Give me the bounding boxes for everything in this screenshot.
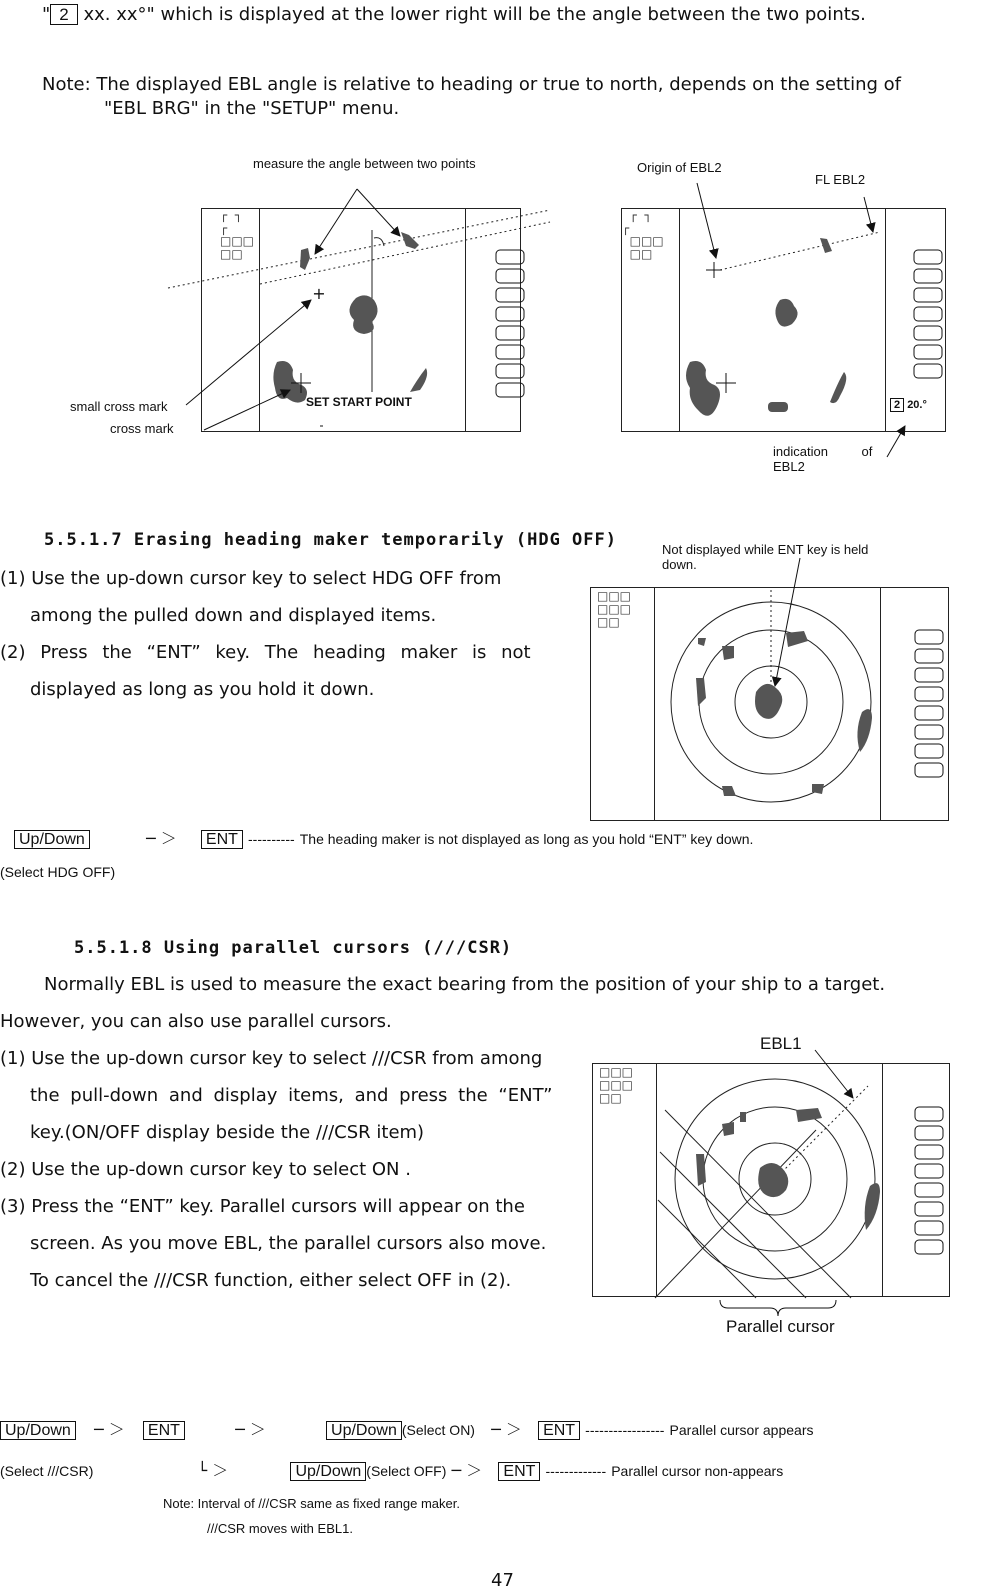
- step-text: displayed as long as you hold it down.: [30, 679, 375, 700]
- step-text: among the pulled down and displayed items.: [30, 605, 437, 626]
- updown-key: Up/Down: [0, 1421, 76, 1440]
- paragraph: However, you can also use parallel cursors.: [0, 1011, 392, 1032]
- radar-screen-left: ┌ ┐ ┌ □□□ □□ SET START POINT: [201, 208, 521, 432]
- flow-note1: Note: Interval of ///CSR same as fixed range maker.: [163, 1496, 460, 1511]
- step-text: (1) Use the up-down cursor key to select ///CSR from among: [0, 1048, 543, 1069]
- ent-key: ENT: [143, 1421, 185, 1440]
- note-line1: Note: The displayed EBL angle is relative to heading or true to north, depends on the setting of: [42, 74, 901, 95]
- indication-label: indication of EBL2: [773, 444, 873, 474]
- step-text: (3) Press the “ENT” key. Parallel cursors will appear on the: [0, 1196, 525, 1217]
- step-text: (2) Press the “ENT” key. The heading maker is not: [0, 642, 531, 663]
- callout-text: Not displayed while ENT key is held down.: [662, 542, 869, 572]
- ent-key: ENT: [201, 830, 243, 849]
- set-start-text: SET START POINT: [306, 395, 412, 409]
- step-text: (1) Use the up-down cursor key to select HDG OFF from: [0, 568, 502, 589]
- radar-screen-right: ┌ ┐ ┌ □□□ □□ 2 20.°: [621, 208, 946, 432]
- ebl2-readout: 2 20.°: [890, 399, 927, 411]
- parallel-label: Parallel cursor: [726, 1317, 835, 1336]
- csr-flow-row1: Up/Down ─ ＞ ENT ─ ＞ Up/Down (Select ON) ─ ＞ ENT ----------------- Parallel cursor appears: [0, 1417, 814, 1440]
- svg-text:+: +: [312, 284, 326, 303]
- heading-518: 5.5.1.8 Using parallel cursors (///CSR): [74, 938, 513, 958]
- csr-radar-drawing: [655, 1050, 943, 1316]
- step-text: screen. As you move EBL, the parallel cursors also move.: [30, 1233, 547, 1254]
- select-hdg-note: (Select HDG OFF): [0, 864, 116, 880]
- fig1-right-drawing: [686, 183, 942, 457]
- fl-label: FL EBL2: [815, 172, 866, 187]
- intro-line1: " 2 xx. xx°" which is displayed at the lower right will be the angle between the two points.: [42, 4, 866, 25]
- page-number: 47: [491, 1570, 514, 1591]
- ebl1-label: EBL1: [760, 1034, 802, 1053]
- paragraph: Normally EBL is used to measure the exact bearing from the position of your ship to a target.: [44, 974, 886, 995]
- note-line2: "EBL BRG" in the "SETUP" menu.: [104, 98, 400, 119]
- csr-flow-row2: (Select ///CSR) └ ＞ Up/Down (Select OFF) ─ ＞ ENT ------------- Parallel cursor non-appears: [0, 1461, 784, 1480]
- ent-key: ENT: [538, 1421, 580, 1440]
- ent-key: ENT: [498, 1462, 540, 1481]
- cross-label: cross mark: [110, 421, 174, 436]
- flow-note2: ///CSR moves with EBL1.: [207, 1521, 353, 1536]
- measure-label: measure the angle between two points: [253, 156, 476, 171]
- updown-key: Up/Down: [290, 1462, 366, 1481]
- hdg-flow: Up/Down ─ ＞ ENT ---------- The heading maker is not displayed as long as you hold “ENT” key down.: [14, 826, 753, 849]
- updown-key: Up/Down: [14, 830, 90, 849]
- hdg-radar-drawing: [671, 558, 943, 802]
- small-cross-label: small cross mark: [70, 399, 168, 414]
- step-text: (2) Use the up-down cursor key to select ON .: [0, 1159, 411, 1180]
- readout-box: 2: [50, 4, 77, 25]
- radar-screen-hdg: □□□ □□□ □□: [590, 587, 949, 821]
- fig1-left-drawing: [168, 189, 550, 430]
- step-text: To cancel the ///CSR function, either select OFF in (2).: [30, 1270, 512, 1291]
- updown-key: Up/Down: [326, 1421, 402, 1440]
- step-text: the pull-down and display items, and press the “ENT”: [30, 1085, 553, 1106]
- radar-screen-csr: □□□ □□□ □□: [592, 1063, 950, 1297]
- heading-517: 5.5.1.7 Erasing heading maker temporarily (HDG OFF): [44, 530, 617, 550]
- step-text: key.(ON/OFF display beside the ///CSR item): [30, 1122, 425, 1143]
- origin-label: Origin of EBL2: [637, 160, 722, 175]
